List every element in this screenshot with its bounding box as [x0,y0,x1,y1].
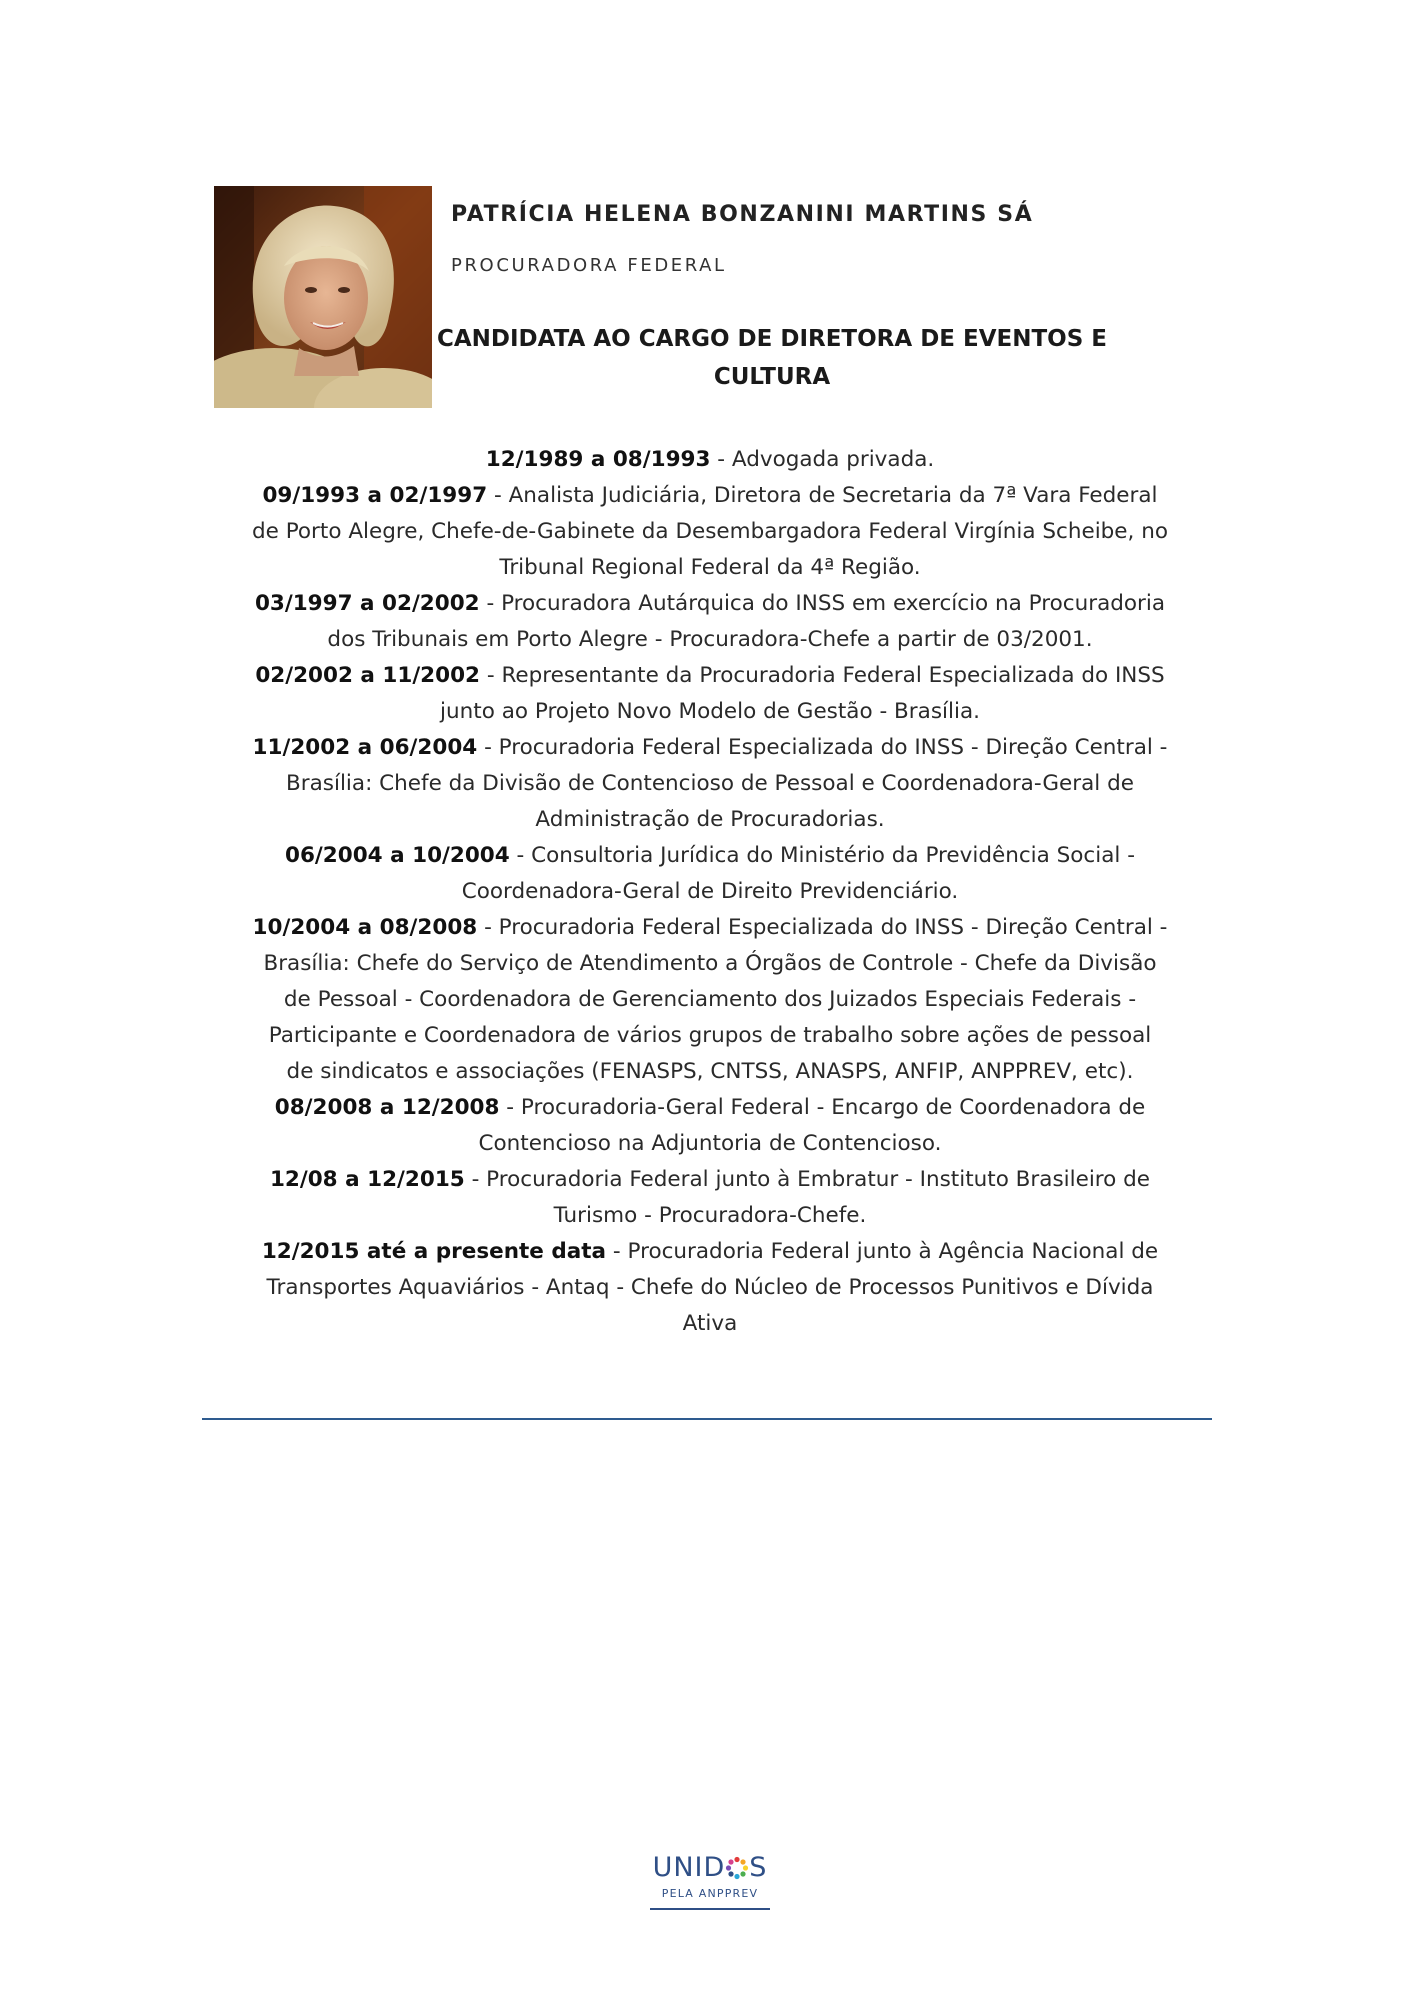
career-period: 10/2004 a 08/2008 [252,915,478,940]
career-description: - Procuradoria Federal junto à Embratur - Instituto Brasileiro de Turismo - Procuradora-Chefe. [464,1167,1151,1228]
unidos-logo [650,1853,770,1910]
career-entry [230,586,1190,658]
career-period: 08/2008 a 12/2008 [274,1095,500,1120]
logo-text-end: S [749,1852,768,1883]
career-description: - Procuradora Autárquica do INSS em exercício na Procuradoria dos Tribunais em Porto Alegre - Procuradora-Chefe a partir de 03/2001. [327,591,1166,652]
career-period: 02/2002 a 11/2002 [255,663,481,688]
career-entry [230,658,1190,730]
career-period: 11/2002 a 06/2004 [252,735,478,760]
candidate-photo [214,186,432,408]
career-period: 12/08 a 12/2015 [269,1167,465,1192]
career-period: 06/2004 a 10/2004 [285,843,510,868]
career-description: - Analista Judiciária, Diretora de Secretaria da 7ª Vara Federal de Porto Alegre, Chefe-de-Gabinete da Desembargadora Federal Virgínia Scheibe, no Tribunal Regional Federal da 4ª Região. [252,483,1168,580]
career-period: 12/2015 até a presente data [261,1239,607,1264]
career-description: - Procuradoria Federal Especializada do INSS - Direção Central - Brasília: Chefe do Serviço de Atendimento a Órgãos de Controle - Chefe da Divisão de Pessoal - Coordenadora de Gerenciamento dos Juizados Especiais Federais - Participante e Coordenadora de vários grupos de trabalho sobre ações de pessoal de sindicatos e associações (FENASPS, CNTSS, ANASPS, ANFIP, ANPPREV, etc). [263,915,1168,1084]
career-entry [230,1234,1190,1342]
career-period: 12/1989 a 08/1993 [485,447,711,472]
career-entry [230,478,1190,586]
colorful-dots-o-icon [725,1856,749,1887]
career-description: - Procuradoria Federal Especializada do INSS - Direção Central - Brasília: Chefe da Divisão de Contencioso de Pessoal e Coordenadora-Geral de Administração de Procuradorias. [286,735,1168,832]
career-entry [230,838,1190,910]
logo-text-start: UNID [652,1852,726,1883]
candidate-name: PATRÍCIA HELENA BONZANINI MARTINS SÁ [451,202,1034,227]
career-description: - Consultoria Jurídica do Ministério da Previdência Social - Coordenadora-Geral de Direito Previdenciário. [461,843,1135,904]
career-description: - Representante da Procuradoria Federal Especializada do INSS junto ao Projeto Novo Modelo de Gestão - Brasília. [440,663,1165,724]
logo-subtitle: PELA ANPPREV [661,1887,759,1900]
career-entry [230,730,1190,838]
candidate-role: PROCURADORA FEDERAL [451,255,727,276]
career-history [230,442,1190,1342]
logo-underline [650,1908,770,1910]
career-entry [230,1090,1190,1162]
career-description: - Procuradoria-Geral Federal - Encargo de Coordenadora de Contencioso na Adjuntoria de Contencioso. [478,1095,1146,1156]
candidacy-title: CANDIDATA AO CARGO DE DIRETORA DE EVENTOS E CULTURA [436,326,1108,390]
career-period: 09/1993 a 02/1997 [262,483,488,508]
career-description: - Advogada privada. [710,447,935,472]
career-description: - Procuradoria Federal junto à Agência Nacional de Transportes Aquaviários - Antaq - Chefe do Núcleo de Processos Punitivos e Dívida Ativa [266,1239,1159,1336]
logo-wordmark [650,1853,770,1887]
career-entry [230,910,1190,1090]
career-entry [230,442,1190,478]
section-divider [202,1418,1212,1420]
career-entry [230,1162,1190,1234]
career-period: 03/1997 a 02/2002 [254,591,480,616]
